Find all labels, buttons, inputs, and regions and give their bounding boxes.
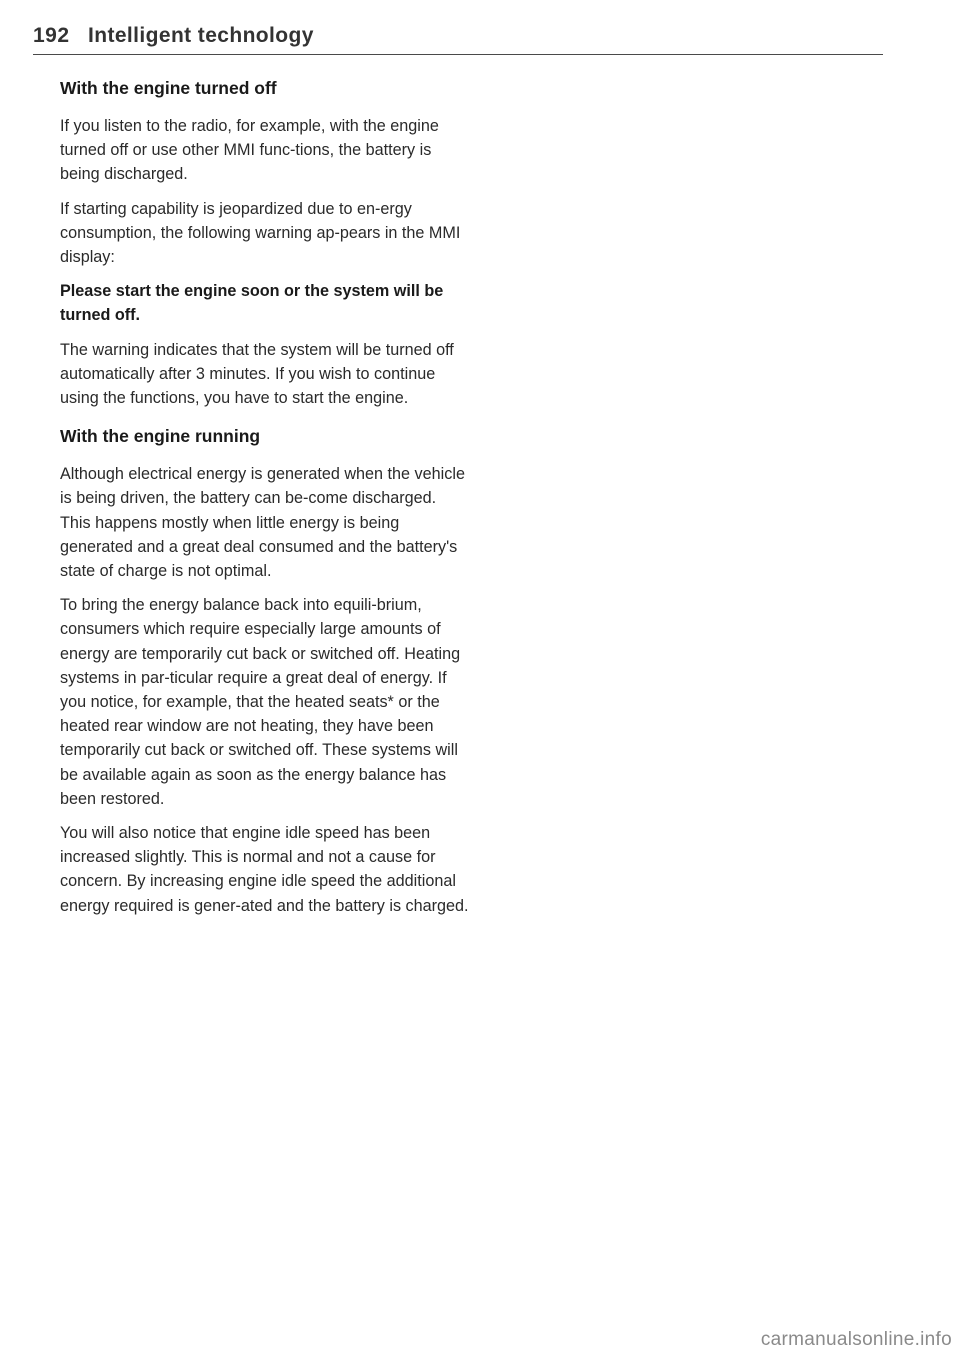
chapter-title: Intelligent technology xyxy=(88,24,314,47)
text-column xyxy=(60,76,470,928)
section-heading-engine-running: With the engine running xyxy=(60,426,261,447)
page-header xyxy=(33,24,883,55)
page-number: 192 xyxy=(33,24,70,47)
watermark-link[interactable]: carmanualsonline.info xyxy=(760,1329,952,1350)
paragraph: To bring the energy balance back into equili-brium, consumers which require especially large amounts of energy are temporarily cut back or switched off. Heating systems in par-ticular require a great deal of energy. If you notice, for example, that the heated seats* or the heated rear window are not heating, they have been temporarily cut back or switched off. These systems will be available again as soon as the energy balance has been restored. xyxy=(60,596,461,808)
paragraph: The warning indicates that the system will be turned off automatically after 3 minutes. If you wish to continue using the functions, you have to start the engine. xyxy=(60,340,454,408)
section-heading-engine-off: With the engine turned off xyxy=(60,78,277,98)
paragraph: If starting capability is jeopardized due to en-ergy consumption, the following warning ap-pears in the MMI display: xyxy=(60,199,461,267)
paragraph: If you listen to the radio, for example, with the engine turned off or use other MMI func-tions, the battery is being discharged. xyxy=(60,117,439,184)
warning-message: Please start the engine soon or the system will be turned off. xyxy=(60,282,444,325)
paragraph: Although electrical energy is generated when the vehicle is being driven, the battery can be-come discharged. This happens mostly when little energy is being generated and a great deal consumed and the battery's state of charge is not optimal. xyxy=(60,465,465,581)
paragraph: You will also notice that engine idle speed has been increased slightly. This is normal and not a cause for concern. By increasing engine idle speed the additional energy required is gener-ated and the battery is charged. xyxy=(60,824,469,915)
